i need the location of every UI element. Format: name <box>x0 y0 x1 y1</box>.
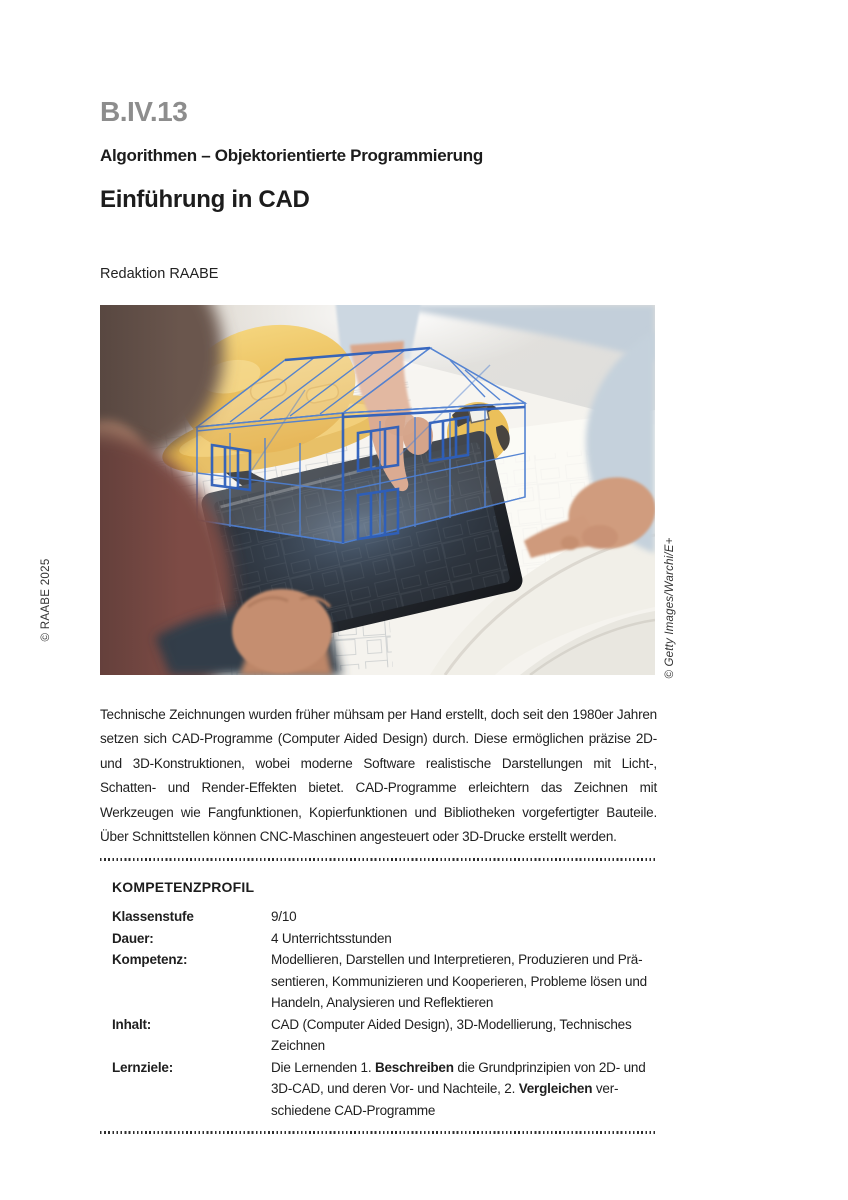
lernziele-bold-beschreiben: Beschreiben <box>374 1059 454 1075</box>
unit-code: B.IV.13 <box>100 96 188 127</box>
profile-row-klassenstufe <box>112 906 657 928</box>
author-line: Redaktion RAABE <box>100 266 219 282</box>
profile-border-top <box>100 858 657 861</box>
page-title: Einführung in CAD <box>100 186 310 213</box>
copyright-vertical: © RAABE 2025 <box>40 558 52 642</box>
intro-paragraph: Technische Zeichnungen wurden früher mühsam per Hand erstellt, doch seit den 1980er Jahren setzen sich CAD-Programme (Computer Aided Design) durch. Diese ermöglichen präzise 2D- und 3D-Konstruktionen, wobei moderne Software realistische Darstellungen mit Licht-, Schatten- und Render-Effekten bietet. CAD-Programme erleichtern das Zeichnen mit Werkzeugen wie Fangfunktionen, Kopierfunktionen und Bibliotheken vorgefertigter Bauteile. Über Schnittstellen können CNC-Maschinen angesteuert oder 3D-Drucke erstellt werden. <box>100 707 657 845</box>
profile-table <box>112 906 657 1121</box>
lernziele-bold-vergleichen: Vergleichen <box>518 1081 593 1096</box>
profile-label: Dauer: <box>112 930 154 946</box>
cover-photo <box>100 305 655 675</box>
lernziele-text: die Grundprinzipien von 2D- und 3D-CAD, und deren Vor- und Nachteile, 2. <box>271 1059 646 1096</box>
cover-photo-illustration <box>100 305 655 675</box>
profile-row-lernziele <box>112 1057 657 1122</box>
profile-row-dauer <box>112 928 657 950</box>
profile-value: 9/10 <box>271 909 297 924</box>
lernziele-text: Die Lernenden 1. <box>271 1059 375 1075</box>
image-credit: © Getty Images/Warchi/E+ <box>664 537 676 679</box>
profile-label: Kompetenz: <box>112 952 188 967</box>
profile-value: Modellieren, Darstellen und Interpretieren, Produzieren und Präsentieren, Kommunizieren und Kooperieren, Probleme lösen und Handeln, Analysieren und Reflektieren <box>271 952 647 1010</box>
profile-row-kompetenz <box>112 949 657 1014</box>
profile-value: CAD (Computer Aided Design), 3D-Modellierung, Technisches Zeichnen <box>271 1016 632 1053</box>
profile-value: 4 Unterrichtsstunden <box>271 930 392 946</box>
profile-heading: KOMPETENZPROFIL <box>112 879 255 895</box>
profile-label: Lernziele: <box>112 1059 174 1075</box>
profile-row-inhalt <box>112 1014 657 1057</box>
left-vignette <box>100 305 180 675</box>
profile-label: Klassenstufe <box>112 909 194 924</box>
series-title: Algorithmen – Objektorientierte Programmierung <box>100 146 483 165</box>
profile-border-bottom <box>100 1131 657 1134</box>
profile-label: Inhalt: <box>112 1016 152 1032</box>
lernziele-text: verschiedene CAD-Programme <box>271 1081 619 1118</box>
profile-value <box>271 1057 657 1122</box>
